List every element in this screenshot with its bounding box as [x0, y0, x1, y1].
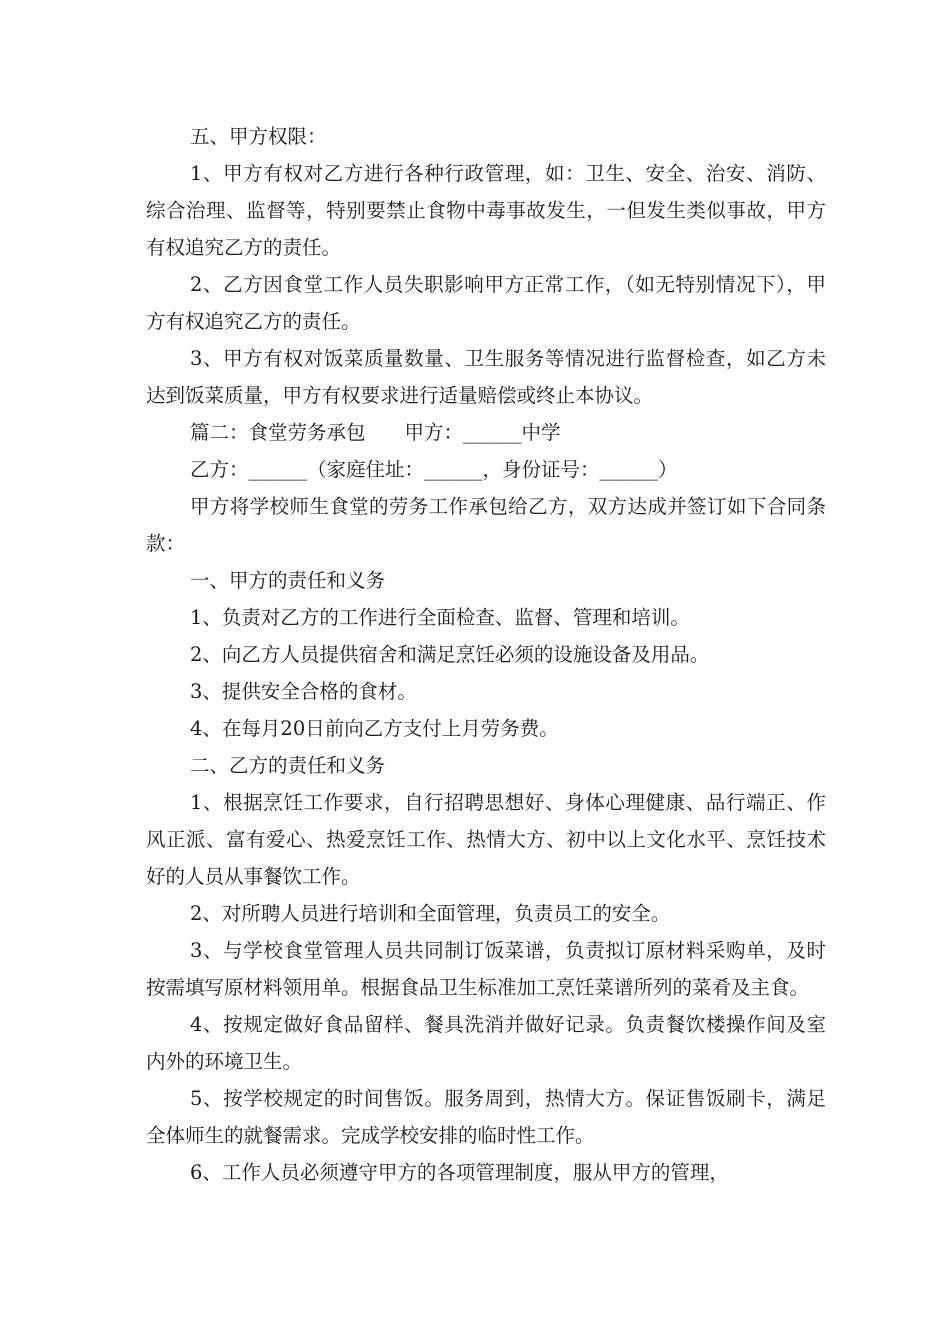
party-a-item-3: 3、提供安全合格的食材。 — [190, 680, 417, 703]
paragraph-rights-3: 3、甲方有权对饭菜质量数量、卫生服务等情况进行监督检查，如乙方未达到饭菜质量，甲方有权要求进行适量赔偿或终止本协议。 — [146, 347, 826, 407]
party-b-line: 乙方：______（家庭住址：______，身份证号：______） — [190, 458, 678, 481]
document-page — [146, 118, 826, 1191]
part-two-title: 篇二：食堂劳务承包 甲方：______中学 — [190, 421, 561, 444]
party-b-item-5: 5、按学校规定的时间售饭。服务周到，热情大方。保证售饭刷卡，满足全体师生的就餐需求。完成学校安排的临时性工作。 — [146, 1087, 826, 1147]
party-a-item-2: 2、向乙方人员提供宿舍和满足烹饪必须的设施设备及用品。 — [190, 643, 710, 666]
party-b-item-4: 4、按规定做好食品留样、餐具洗消并做好记录。负责餐饮楼操作间及室内外的环境卫生。 — [146, 1013, 826, 1073]
party-b-item-1: 1、根据烹饪工作要求，自行招聘思想好、身体心理健康、品行端正、作风正派、富有爱心、热爱烹饪工作、热情大方、初中以上文化水平、烹饪技术好的人员从事餐饮工作。 — [146, 791, 826, 888]
section-heading-party-a: 一、甲方的责任和义务 — [190, 569, 386, 592]
party-b-item-3: 3、与学校食堂管理人员共同制订饭菜谱，负责拟订原材料采购单，及时按需填写原材料领用单。根据食品卫生标准加工烹饪菜谱所列的菜肴及主食。 — [146, 939, 826, 999]
party-a-item-4: 4、在每月20日前向乙方支付上月劳务费。 — [190, 717, 559, 740]
contract-intro: 甲方将学校师生食堂的劳务工作承包给乙方，双方达成并签订如下合同条款： — [146, 495, 826, 555]
section-heading-rights: 五、甲方权限： — [190, 125, 327, 148]
party-b-item-2: 2、对所聘人员进行培训和全面管理，负责员工的安全。 — [190, 902, 671, 925]
party-a-item-1: 1、负责对乙方的工作进行全面检查、监督、管理和培训。 — [190, 606, 690, 629]
paragraph-rights-2: 2、乙方因食堂工作人员失职影响甲方正常工作，（如无特别情况下），甲方有权追究乙方的责任。 — [146, 273, 826, 333]
party-b-item-6: 6、工作人员必须遵守甲方的各项管理制度，服从甲方的管理， — [190, 1161, 729, 1184]
paragraph-rights-1: 1、甲方有权对乙方进行各种行政管理，如：卫生、安全、治安、消防、综合治理、监督等，特别要禁止食物中毒事故发生，一但发生类似事故，甲方有权追究乙方的责任。 — [146, 162, 826, 259]
section-heading-party-b: 二、乙方的责任和义务 — [190, 754, 386, 777]
